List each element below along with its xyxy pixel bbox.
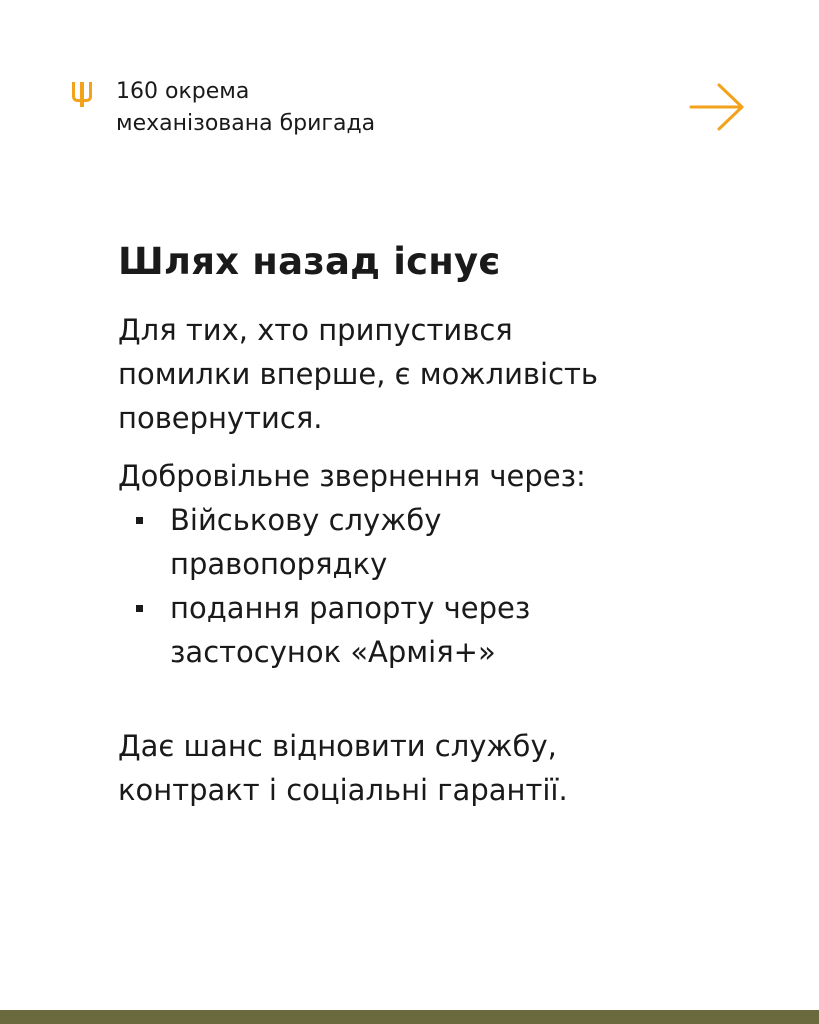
bullet-icon xyxy=(136,517,143,524)
list-item-line-2: застосунок «Армія+» xyxy=(170,635,496,669)
intro-line-1: Для тих, хто припустився xyxy=(118,313,513,347)
list-item-line-2: правопорядку xyxy=(170,547,388,581)
bullet-icon xyxy=(136,605,143,612)
main-content xyxy=(118,232,778,812)
footer-bar xyxy=(0,1010,819,1024)
outcome-paragraph xyxy=(118,724,778,812)
header xyxy=(70,76,375,140)
channels-list xyxy=(118,498,778,674)
page-title: Шлях назад існує xyxy=(118,240,501,283)
channels-intro: Добровільне звернення через: xyxy=(118,459,586,493)
trident-icon xyxy=(70,80,94,110)
brand-name xyxy=(116,76,375,140)
list-item xyxy=(118,498,778,586)
arrow-right-icon[interactable] xyxy=(688,82,746,132)
intro-line-3: повернутися. xyxy=(118,401,323,435)
intro-paragraph xyxy=(118,308,778,440)
brand-line-1: 160 окрема xyxy=(116,79,250,104)
list-item xyxy=(118,586,778,674)
brand-line-2: механізована бригада xyxy=(116,111,376,136)
list-item-line-1: Військову службу xyxy=(170,503,442,537)
outcome-line-1: Дає шанс відновити службу, xyxy=(118,729,557,763)
list-item-line-1: подання рапорту через xyxy=(170,591,531,625)
outcome-line-2: контракт і соціальні гарантії. xyxy=(118,773,568,807)
intro-line-2: помилки вперше, є можливість xyxy=(118,357,599,391)
